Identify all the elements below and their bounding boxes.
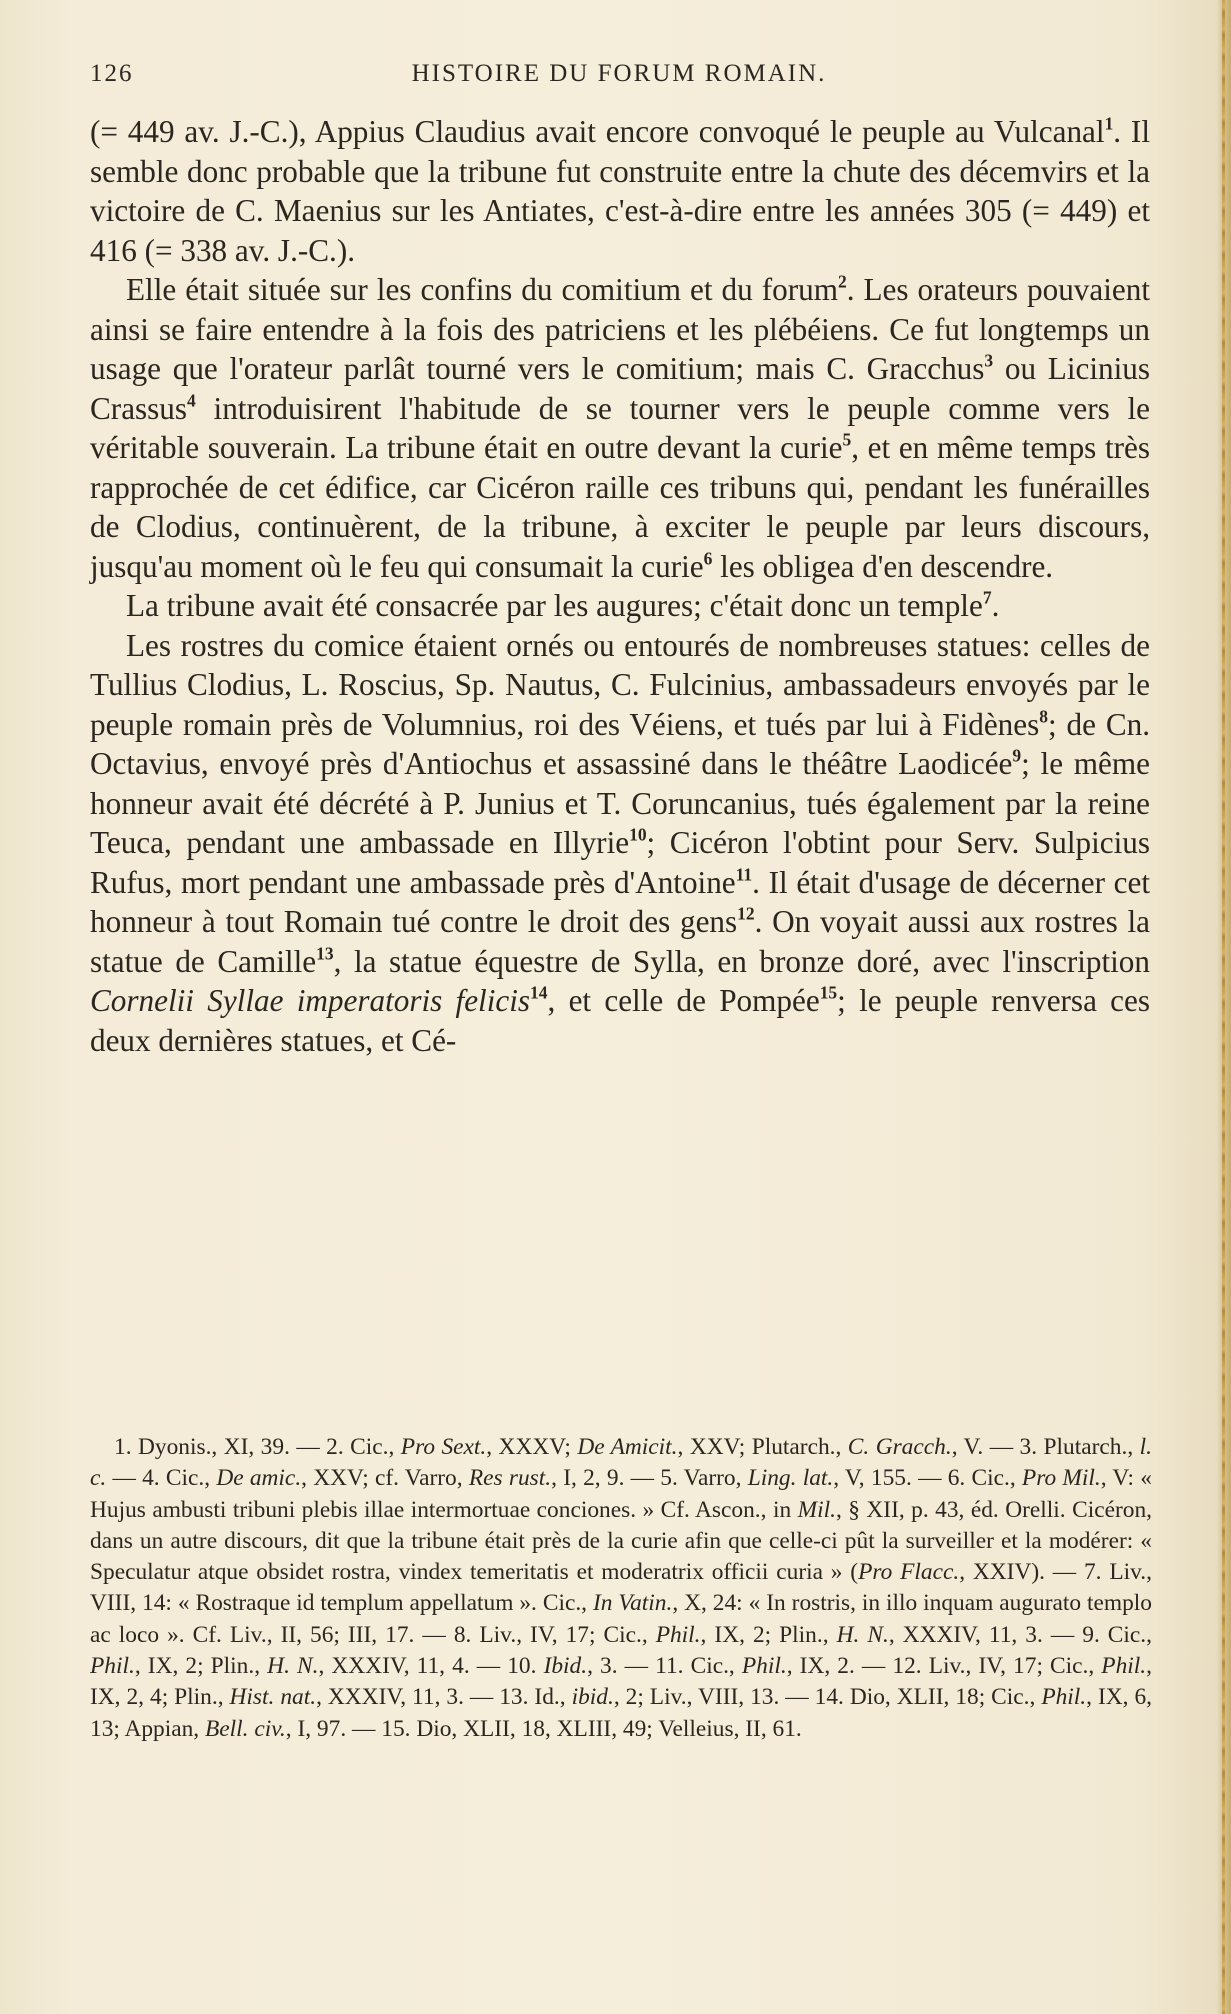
text-run: . Les orateurs pouvaient ainsi se faire entendre à la fois des patriciens et les plébéiens. Ce fut longtemps un usage que l'orateur parlât tourné vers le comitium; mais C. Gracchus xyxy=(90,272,1150,386)
page-number: 126 xyxy=(90,60,134,87)
italic-text: Phil. xyxy=(90,1653,135,1680)
body-paragraph xyxy=(90,270,1150,586)
italic-text: De amic. xyxy=(216,1465,302,1492)
italic-text: Phil. xyxy=(1101,1653,1147,1680)
text-run: . Il était d'usage de décerner cet honneur à tout Romain tué contre le droit des gens xyxy=(90,864,1150,939)
italic-text: Mil. xyxy=(797,1496,836,1523)
text-run: , IX, 2; Plin., xyxy=(700,1621,837,1648)
text-run: . Il semble donc probable que la tribune fut construite entre la chute des décemvirs et la victoire de C. Maenius sur les Antiates, c'est-à-dire entre les années 305 (= 449) et 416 (= 338 av. J.-C.). xyxy=(90,114,1150,268)
text-run: , I, 97. — 15. Dio, XLII, 18, XLIII, 49; Velleius, II, 61. xyxy=(285,1715,802,1742)
gilt-edge xyxy=(1222,0,1225,2014)
text-run: , et celle de Pompée xyxy=(547,983,820,1018)
text-run: , et en même temps très rapprochée de cet édifice, car Cicéron raille ces tribuns qui, pendant les funérailles de Clodius, continuèrent, de la tribune, à exciter le peuple par leurs discours, jusqu'au moment où le feu qui consumait la curie xyxy=(90,430,1150,584)
text-run: introduisirent l'habitude de se tourner vers le peuple comme vers le véritable souverain. La tribune était en outre devant la curie xyxy=(90,390,1150,465)
text-run: , X, 24: « In rostris, in illo inquam augurato templo ac loco ». Cf. Liv., II, 56; III, 17. — 8. Liv., IV, 17; Cic., xyxy=(90,1590,1152,1648)
text-run: , I, 2, 9. — 5. Varro, xyxy=(551,1465,748,1492)
italic-text: l. c. xyxy=(90,1434,1152,1492)
footnote-ref: 4 xyxy=(187,389,196,410)
footnote-ref: 2 xyxy=(837,271,847,292)
text-run: La tribune avait été consacrée par les augures; c'était donc un temple xyxy=(126,588,983,623)
footnote-ref: 3 xyxy=(984,350,994,371)
text-run: , 3. — 11. Cic., xyxy=(587,1653,742,1680)
text-run: , XXXIV, 11, 3. — 13. Id., xyxy=(316,1684,572,1711)
footnote-ref: 13 xyxy=(316,942,334,963)
text-run: . xyxy=(991,588,1000,623)
text-run: — 4. Cic., xyxy=(106,1465,217,1492)
text-run: , XXV; Plutarch., xyxy=(677,1434,848,1460)
text-run: , IX, 6, 13; Appian, xyxy=(90,1684,1153,1742)
footnote-ref: 5 xyxy=(842,429,852,450)
text-run: ; le peuple renversa ces deux dernières statues, et Cé- xyxy=(90,983,1151,1058)
text-run: , XXXIV, 11, 3. — 9. Cic., xyxy=(888,1621,1152,1648)
text-run: , § XII, p. 43, éd. Orelli. Cicéron, dans un autre discours, dit que la tribune était près de la curie afin que celle-ci pût la surveiller et la modérer: « Speculatur atque obsidet rostra, vindex temeritatis et moderatrix officii curia » ( xyxy=(90,1496,1152,1586)
italic-text: Ling. lat. xyxy=(747,1465,834,1492)
footnote-ref: 14 xyxy=(530,982,548,1003)
footnote-ref: 7 xyxy=(982,587,992,608)
italic-text: H. N. xyxy=(267,1653,319,1680)
footnote-ref: 1 xyxy=(1104,113,1114,134)
italic-text: In Vatin. xyxy=(592,1590,673,1617)
footnote-ref: 6 xyxy=(703,547,713,568)
italic-text: Phil. xyxy=(655,1621,701,1648)
text-run: , IX, 2; Plin., xyxy=(134,1653,268,1680)
italic-text: Phil. xyxy=(1041,1684,1087,1711)
italic-text: De Amicit. xyxy=(577,1434,678,1460)
text-run: . On voyait aussi aux rostres la statue de Camille xyxy=(90,904,1150,979)
italic-text: Cornelii Syllae imperatoris felicis xyxy=(90,983,531,1018)
footnotes xyxy=(90,1432,1152,1745)
body-text xyxy=(90,112,1150,1060)
text-run: ; de Cn. Octavius, envoyé près d'Antiochus et assassiné dans le théâtre Laodicée xyxy=(90,706,1151,781)
italic-text: H. N. xyxy=(836,1621,889,1648)
italic-text: Pro Sext. xyxy=(400,1434,487,1460)
text-run: , V, 155. — 6. Cic., xyxy=(833,1465,1022,1492)
body-paragraph xyxy=(90,586,1150,626)
footnote-paragraph xyxy=(90,1432,1152,1745)
italic-text: C. Gracch. xyxy=(847,1434,952,1460)
text-run: , V: « Hujus ambusti tribuni plebis illae intermortuae conciones. » Cf. Ascon., in xyxy=(90,1465,1152,1523)
text-run: , la statue équestre de Sylla, en bronze doré, avec l'inscription xyxy=(333,943,1150,979)
footnote-ref: 11 xyxy=(735,863,753,884)
italic-text: ibid. xyxy=(571,1684,614,1711)
text-run: Elle était située sur les confins du comitium et du forum xyxy=(126,272,838,307)
italic-text: Ibid. xyxy=(543,1653,588,1680)
footnote-ref: 15 xyxy=(819,982,838,1003)
text-run: (= 449 av. J.-C.), Appius Claudius avait encore convoqué le peuple au Vulcanal xyxy=(90,114,1105,149)
running-title: HISTOIRE DU FORUM ROMAIN. xyxy=(411,60,827,87)
text-run: ; Cicéron l'obtint pour Serv. Sulpicius Rufus, mort pendant une ambassade près d'Antoine xyxy=(90,825,1150,900)
italic-text: Pro Mil. xyxy=(1021,1465,1101,1492)
text-run: , V. — 3. Plutarch., xyxy=(951,1434,1140,1460)
text-run: , XXXV; xyxy=(486,1434,578,1460)
text-run: ; le même honneur avait été décrété à P. Junius et T. Coruncanius, tués également par la reine Teuca, pendant une ambassade en Illyrie xyxy=(90,746,1150,860)
footnote-ref: 10 xyxy=(629,824,647,845)
text-run: , XXXIV, 11, 4. — 10. xyxy=(318,1653,544,1680)
body-paragraph xyxy=(90,112,1150,270)
text-run: les obligea d'en descendre. xyxy=(712,548,1054,584)
text-run: , XXIV). — 7. Liv., VIII, 14: « Rostraque id templum appellatum ». Cic., xyxy=(90,1559,1152,1617)
footnote-ref: 8 xyxy=(1039,705,1048,726)
italic-text: Hist. nat. xyxy=(229,1684,317,1711)
italic-text: Phil. xyxy=(741,1653,787,1680)
text-run: ou Licinius Crassus xyxy=(90,351,1150,426)
text-run: 1. Dyonis., XI, 39. — 2. Cic., xyxy=(114,1434,401,1460)
italic-text: Res rust. xyxy=(468,1465,552,1492)
page-header xyxy=(90,60,1148,96)
text-run: , IX, 2. — 12. Liv., IV, 17; Cic., xyxy=(786,1653,1102,1680)
italic-text: Pro Flacc. xyxy=(858,1559,960,1586)
text-run: , 2; Liv., VIII, 13. — 14. Dio, XLII, 18; Cic., xyxy=(613,1684,1042,1711)
text-run: Les rostres du comice étaient ornés ou entourés de nombreuses statues: celles de Tullius Clodius, L. Roscius, Sp. Nautus, C. Fulcinius, ambassadeurs envoyés par le peuple romain près de Volumnius, roi des Véiens, et tués par lui à Fidènes xyxy=(90,627,1150,742)
footnote-ref: 9 xyxy=(1012,745,1022,766)
text-run: , XXV; cf. Varro, xyxy=(301,1465,469,1492)
footnote-ref: 12 xyxy=(737,903,755,924)
italic-text: Bell. civ. xyxy=(205,1715,286,1742)
text-run: , IX, 2, 4; Plin., xyxy=(90,1653,1152,1711)
body-paragraph xyxy=(90,626,1150,1061)
